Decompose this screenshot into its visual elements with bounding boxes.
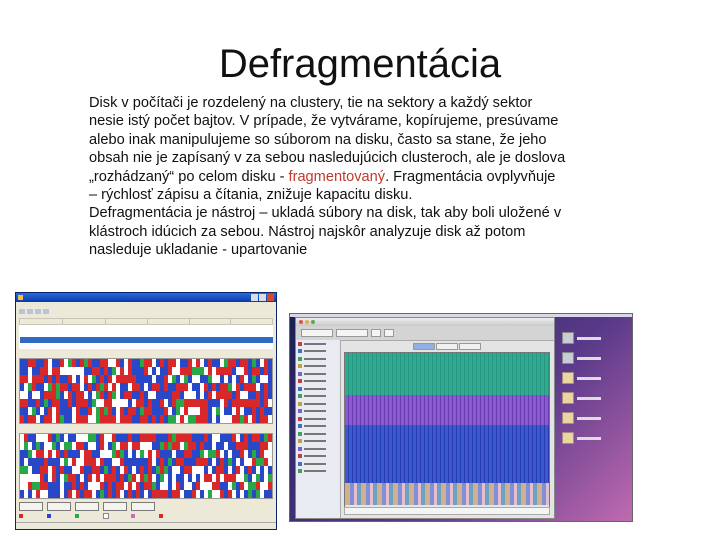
file-icon (298, 439, 302, 443)
sidebar-item (296, 415, 340, 423)
map-cluster (268, 399, 272, 407)
sidebar-item (296, 340, 340, 348)
defragment-button (47, 502, 71, 511)
stop-button (103, 502, 127, 511)
folder-icon (562, 412, 574, 424)
view-tabs (344, 343, 550, 349)
slide-title: Defragmentácia (218, 42, 502, 86)
help-icon (43, 309, 49, 314)
tab-map (413, 343, 435, 350)
sidebar-item (296, 400, 340, 408)
sidebar-item (296, 348, 340, 356)
map-cluster (268, 367, 272, 375)
sidebar-item (296, 385, 340, 393)
body-line: obsah nie je zapísaný v za sebou nasledujúcich clusteroch, ale je doslova (89, 150, 566, 167)
window-controls (251, 294, 274, 301)
tab-files (436, 343, 458, 350)
sidebar-item (296, 423, 340, 431)
window-titlebar (16, 293, 276, 302)
minimize-icon (305, 320, 309, 324)
sidebar-item (296, 408, 340, 416)
table-row (20, 343, 273, 349)
sidebar-item (296, 355, 340, 363)
legend-swatch (159, 514, 163, 518)
body-line: – rýchlosť zápisu a čítania, znižuje kapacitu disku. (89, 187, 413, 204)
map-legend (19, 514, 273, 518)
file-icon (298, 424, 302, 428)
map-cluster (268, 391, 272, 399)
toolbar (16, 308, 276, 317)
pause-button (75, 502, 99, 511)
sidebar-item (296, 438, 340, 446)
map-cluster (268, 458, 272, 466)
map-cluster (268, 482, 272, 490)
defrag-window (295, 317, 555, 519)
mode-popup (301, 329, 333, 337)
window-controls (299, 320, 315, 324)
hard-disk-icon (562, 332, 574, 344)
map-cluster (268, 434, 272, 442)
windows-defragmenter-screenshot (15, 292, 277, 530)
file-icon (298, 469, 302, 473)
mac-defragmenter-screenshot (289, 313, 633, 522)
properties-icon (35, 309, 41, 314)
legend-swatch (19, 514, 23, 518)
sidebar-item (296, 468, 340, 476)
file-icon (298, 342, 302, 346)
file-icon (298, 357, 302, 361)
close-icon (299, 320, 303, 324)
analyze-button (19, 502, 43, 511)
body-line: klástroch idúcich za sebou. Nástroj najskôr analyzuje disk až potom (89, 223, 526, 240)
option-popup (336, 329, 368, 337)
fragmentation-map-before (19, 358, 273, 424)
start-button (371, 329, 381, 337)
sidebar-item (296, 453, 340, 461)
map-band-teal (345, 353, 549, 395)
legend-swatch (103, 513, 109, 519)
file-icon (298, 372, 302, 376)
file-icon (298, 364, 302, 368)
sidebar-item (296, 378, 340, 386)
sidebar-item (296, 445, 340, 453)
defragmenter-icon (18, 295, 23, 300)
body-line: Defragmentácia je nástroj – ukladá súbory na disk, tak aby boli uložené v (89, 205, 562, 222)
button-row (19, 502, 273, 511)
sidebar-item (296, 393, 340, 401)
map-band-purple (345, 395, 549, 425)
map-cluster (268, 383, 272, 391)
folder-icon (562, 432, 574, 444)
body-line: nasleduje ukladanie - upartovanie (89, 242, 308, 259)
body-line: nesie istý počet bajtov. V prípade, že vytvárame, kopírujeme, presúvame (89, 113, 559, 130)
body-line: alebo inak manipulujeme so súborom na disku, často sa stane, že jeho (89, 131, 547, 148)
file-icon (298, 379, 302, 383)
map-band-blue (345, 425, 549, 483)
zoom-icon (311, 320, 315, 324)
map-cluster (268, 375, 272, 383)
tab-info (459, 343, 481, 350)
map-cluster (268, 407, 272, 415)
body-line (89, 168, 649, 186)
map-cluster (268, 359, 272, 367)
stop-button (384, 329, 394, 337)
file-icon (298, 417, 302, 421)
file-icon (298, 387, 302, 391)
hard-disk-icon (562, 352, 574, 364)
desktop-icons (562, 328, 628, 448)
map-cluster (268, 474, 272, 482)
view-report-button (131, 502, 155, 511)
volume-table (19, 318, 273, 349)
map-cluster (268, 442, 272, 450)
slide-body (89, 94, 649, 260)
sidebar-item (296, 460, 340, 468)
map-cluster (268, 490, 272, 498)
volume-sidebar (296, 340, 341, 518)
map-band-mixed (345, 483, 549, 505)
toolbar (296, 326, 554, 341)
body-line: Disk v počítači je rozdelený na clustery, tie na sektory a každý sektor (89, 95, 533, 111)
block-map (344, 352, 550, 508)
back-icon (19, 309, 25, 314)
legend-swatch (75, 514, 79, 518)
fragmentation-map-after (19, 433, 273, 499)
file-icon (298, 454, 302, 458)
minimize-icon (251, 294, 258, 301)
folder-icon (562, 372, 574, 384)
file-icon (298, 349, 302, 353)
file-icon (298, 447, 302, 451)
maximize-icon (259, 294, 266, 301)
forward-icon (27, 309, 33, 314)
map-label (19, 427, 273, 432)
folder-icon (562, 392, 574, 404)
map-cluster (268, 450, 272, 458)
highlighted-term: fragmentovaný (288, 168, 386, 185)
sidebar-item (296, 430, 340, 438)
file-icon (298, 402, 302, 406)
map-cluster (268, 415, 272, 423)
sidebar-item (296, 370, 340, 378)
close-icon (267, 294, 274, 301)
legend-swatch (47, 514, 51, 518)
sidebar-item (296, 363, 340, 371)
legend-swatch (131, 514, 135, 518)
map-label (19, 352, 273, 357)
file-icon (298, 394, 302, 398)
body-text: „rozhádzaný“ po celom disku - (89, 168, 289, 185)
status-field (344, 507, 550, 515)
status-bar (16, 522, 276, 529)
body-text: . Fragmentácia ovplyvňuje (385, 168, 556, 185)
file-icon (298, 409, 302, 413)
map-cluster (268, 466, 272, 474)
window-titlebar (296, 318, 554, 326)
file-icon (298, 462, 302, 466)
file-icon (298, 432, 302, 436)
